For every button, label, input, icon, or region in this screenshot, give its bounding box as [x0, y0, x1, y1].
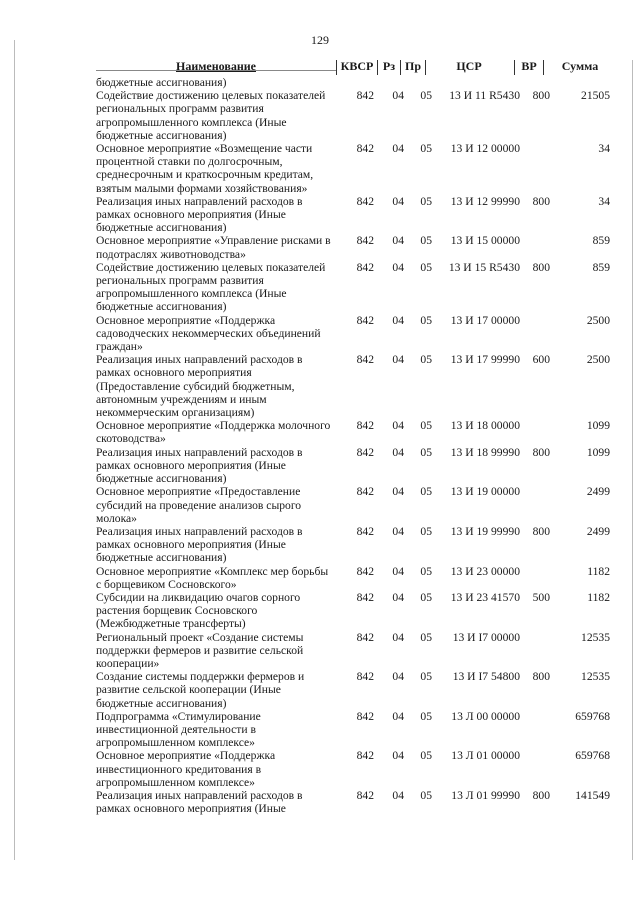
cell-sum: 2500: [586, 313, 610, 327]
cell-name: Содействие достижению целевых показателей региональных программ развития агропромышленного комплекса (Иные бюджетные ассигнования): [96, 89, 326, 142]
cell-name: Основное мероприятие «Поддержка инвестиционного кредитования в агропромышленном комплексе»: [96, 749, 276, 789]
cell-sum: 659768: [575, 749, 610, 763]
table-row: [96, 353, 616, 419]
table-row: [96, 314, 616, 354]
cell-sum: 859: [592, 234, 610, 248]
header-divider: [336, 60, 337, 75]
table-row: [96, 591, 616, 631]
table-row: [96, 525, 616, 565]
scan-edge-right: [632, 60, 633, 860]
cell-sum: 1099: [586, 445, 610, 459]
cell-name: Субсидии на ликвидацию очагов сорного растения борщевик Сосновского (Межбюджетные трансферты): [96, 590, 301, 631]
cell-sum: 12535: [581, 630, 610, 644]
cell-kvsr: 842: [356, 590, 374, 604]
cell-csr: 13 И 15 00000: [450, 234, 520, 248]
table-row: [96, 670, 616, 710]
cell-vr: 800: [532, 670, 550, 684]
budget-table: [96, 57, 616, 815]
cell-kvsr: 842: [356, 419, 374, 433]
cell-rz: 04: [392, 630, 404, 644]
cell-kvsr: 842: [356, 313, 374, 327]
cell-pr: 05: [420, 260, 432, 274]
cell-name: Реализация иных направлений расходов в рамках основного мероприятия (Иные бюджетные ассигнования): [96, 445, 303, 486]
cell-csr: 13 И 17 00000: [450, 313, 520, 327]
cell-rz: 04: [392, 142, 404, 156]
cell-rz: 04: [392, 749, 404, 763]
table-row: [96, 195, 616, 235]
cell-csr: 13 И 23 41570: [450, 590, 520, 604]
cell-csr: 13 И 18 99990: [450, 445, 520, 459]
cell-csr: 13 И 17 99990: [450, 353, 520, 367]
cell-rz: 04: [392, 353, 404, 367]
cell-rz: 04: [392, 590, 404, 604]
cell-pr: 05: [420, 749, 432, 763]
cell-kvsr: 842: [356, 670, 374, 684]
table-row: [96, 749, 616, 789]
cell-name: Основное мероприятие «Поддержка молочного скотоводства»: [96, 419, 331, 446]
cell-kvsr: 842: [356, 142, 374, 156]
cell-rz: 04: [392, 234, 404, 248]
cell-vr: 500: [532, 590, 550, 604]
table-row: [96, 142, 616, 195]
table-row: [96, 76, 616, 89]
header-divider: [400, 60, 401, 75]
cell-kvsr: 842: [356, 194, 374, 208]
cell-sum: 2500: [586, 353, 610, 367]
table-row: [96, 710, 616, 750]
cell-name: Основное мероприятие «Управление рисками в подотраслях животноводства»: [96, 234, 331, 261]
cell-rz: 04: [392, 445, 404, 459]
table-row: [96, 419, 616, 445]
cell-csr: 13 И 18 00000: [450, 419, 520, 433]
cell-kvsr: 842: [356, 234, 374, 248]
cell-name: Реализация иных направлений расходов в рамках основного мероприятия (Иные бюджетные ассигнования): [96, 194, 303, 235]
cell-vr: 800: [532, 788, 550, 802]
cell-sum: 1099: [586, 419, 610, 433]
cell-csr: 13 И I7 54800: [452, 670, 520, 684]
cell-name: Содействие достижению целевых показателей региональных программ развития агропромышленного комплекса (Иные бюджетные ассигнования): [96, 260, 326, 314]
cell-csr: 13 И 12 99990: [450, 194, 520, 208]
cell-kvsr: 842: [356, 709, 374, 723]
cell-csr: 13 И I7 00000: [452, 630, 520, 644]
cell-rz: 04: [392, 260, 404, 274]
cell-pr: 05: [420, 630, 432, 644]
cell-name: Подпрограмма «Стимулирование инвестиционной деятельности в агропромышленном комплексе»: [96, 709, 261, 750]
cell-kvsr: 842: [356, 353, 374, 367]
cell-pr: 05: [420, 313, 432, 327]
cell-name: Реализация иных направлений расходов в рамках основного мероприятия (Предоставление субсидий бюджетным, автономным учреждениям и иным некоммерческим организациям): [96, 353, 303, 420]
cell-csr: 13 И 11 R5430: [449, 89, 520, 103]
table-row: [96, 261, 616, 314]
cell-name: Создание системы поддержки фермеров и развитие сельской кооперации (Иные бюджетные ассигнования): [96, 670, 305, 710]
cell-csr: 13 И 15 R5430: [448, 260, 520, 274]
table-row: [96, 89, 616, 142]
cell-sum: 859: [592, 260, 610, 274]
cell-kvsr: 842: [356, 485, 374, 499]
cell-sum: 34: [598, 142, 610, 156]
table-header: [96, 57, 616, 76]
cell-name: Основное мероприятие «Поддержка садоводческих некоммерческих объединений граждан»: [96, 313, 321, 354]
table-row: [96, 446, 616, 486]
cell-csr: 13 И 19 99990: [450, 524, 520, 538]
cell-pr: 05: [420, 590, 432, 604]
cell-kvsr: 842: [356, 749, 374, 763]
cell-rz: 04: [392, 313, 404, 327]
table-row: [96, 234, 616, 260]
cell-csr: 13 И 19 00000: [450, 485, 520, 499]
cell-rz: 04: [392, 89, 404, 103]
cell-name: Региональный проект «Создание системы поддержки фермеров и развитие сельской кооперации»: [96, 630, 304, 670]
header-vr: ВР: [521, 59, 537, 73]
cell-sum: 1182: [587, 564, 610, 578]
cell-pr: 05: [420, 788, 432, 802]
header-name: Наименование: [176, 59, 256, 73]
cell-vr: 800: [532, 445, 550, 459]
cell-vr: 600: [532, 353, 550, 367]
table-row: [96, 485, 616, 525]
cell-csr: 13 Л 00 00000: [451, 709, 520, 723]
cell-pr: 05: [420, 142, 432, 156]
cell-kvsr: 842: [356, 89, 374, 103]
cell-vr: 800: [532, 89, 550, 103]
header-csr: ЦСР: [456, 59, 482, 73]
table-row: [96, 789, 616, 815]
cell-csr: 13 Л 01 00000: [451, 749, 520, 763]
cell-sum: 2499: [586, 485, 610, 499]
cell-vr: 800: [532, 194, 550, 208]
cell-rz: 04: [392, 524, 404, 538]
cell-sum: 2499: [586, 524, 610, 538]
header-divider: [377, 60, 378, 75]
cell-pr: 05: [420, 234, 432, 248]
cell-pr: 05: [420, 445, 432, 459]
cell-vr: 800: [532, 524, 550, 538]
cell-name: Основное мероприятие «Предоставление субсидий на проведение анализов сырого молока»: [96, 485, 302, 525]
cell-pr: 05: [420, 419, 432, 433]
cell-rz: 04: [392, 709, 404, 723]
table-row: [96, 631, 616, 671]
cell-rz: 04: [392, 788, 404, 802]
cell-name: Реализация иных направлений расходов в рамках основного мероприятия (Иные бюджетные ассигнования): [96, 524, 303, 565]
cell-sum: 1182: [587, 590, 610, 604]
cell-sum: 141549: [575, 788, 610, 802]
cell-rz: 04: [392, 419, 404, 433]
header-rz: Рз: [382, 59, 396, 73]
cell-pr: 05: [420, 89, 432, 103]
cell-kvsr: 842: [356, 630, 374, 644]
cell-pr: 05: [420, 194, 432, 208]
cell-csr: 13 И 12 00000: [450, 142, 520, 156]
cell-rz: 04: [392, 485, 404, 499]
cell-rz: 04: [392, 194, 404, 208]
cell-rz: 04: [392, 564, 404, 578]
cell-kvsr: 842: [356, 788, 374, 802]
cell-pr: 05: [420, 485, 432, 499]
cell-name: бюджетные ассигнования): [96, 76, 227, 89]
header-sum: Сумма: [561, 59, 599, 73]
cell-name: Основное мероприятие «Возмещение части процентной ставки по долгосрочным, среднесрочным и краткосрочным кредитам, взятым малыми формами хозяйствования»: [96, 142, 314, 195]
cell-sum: 21505: [581, 89, 610, 103]
header-divider: [514, 60, 515, 75]
cell-sum: 659768: [575, 709, 610, 723]
table-body: [96, 76, 616, 815]
cell-csr: 13 Л 01 99990: [451, 788, 520, 802]
page-number: 129: [311, 33, 329, 47]
cell-name: Реализация иных направлений расходов в рамках основного мероприятия (Иные: [96, 788, 303, 816]
cell-kvsr: 842: [356, 445, 374, 459]
cell-vr: 800: [532, 260, 550, 274]
header-kvsr: КВСР: [340, 59, 374, 73]
cell-name: Основное мероприятие «Комплекс мер борьбы с борщевиком Сосновского»: [96, 564, 329, 591]
cell-kvsr: 842: [356, 524, 374, 538]
cell-pr: 05: [420, 353, 432, 367]
cell-pr: 05: [420, 564, 432, 578]
scan-edge-left: [14, 40, 15, 860]
table-row: [96, 565, 616, 591]
cell-pr: 05: [420, 524, 432, 538]
cell-rz: 04: [392, 670, 404, 684]
cell-pr: 05: [420, 670, 432, 684]
cell-kvsr: 842: [356, 260, 374, 274]
cell-kvsr: 842: [356, 564, 374, 578]
header-pr: Пр: [404, 59, 421, 73]
cell-pr: 05: [420, 709, 432, 723]
cell-sum: 12535: [581, 670, 610, 684]
cell-sum: 34: [598, 194, 610, 208]
cell-csr: 13 И 23 00000: [450, 564, 520, 578]
